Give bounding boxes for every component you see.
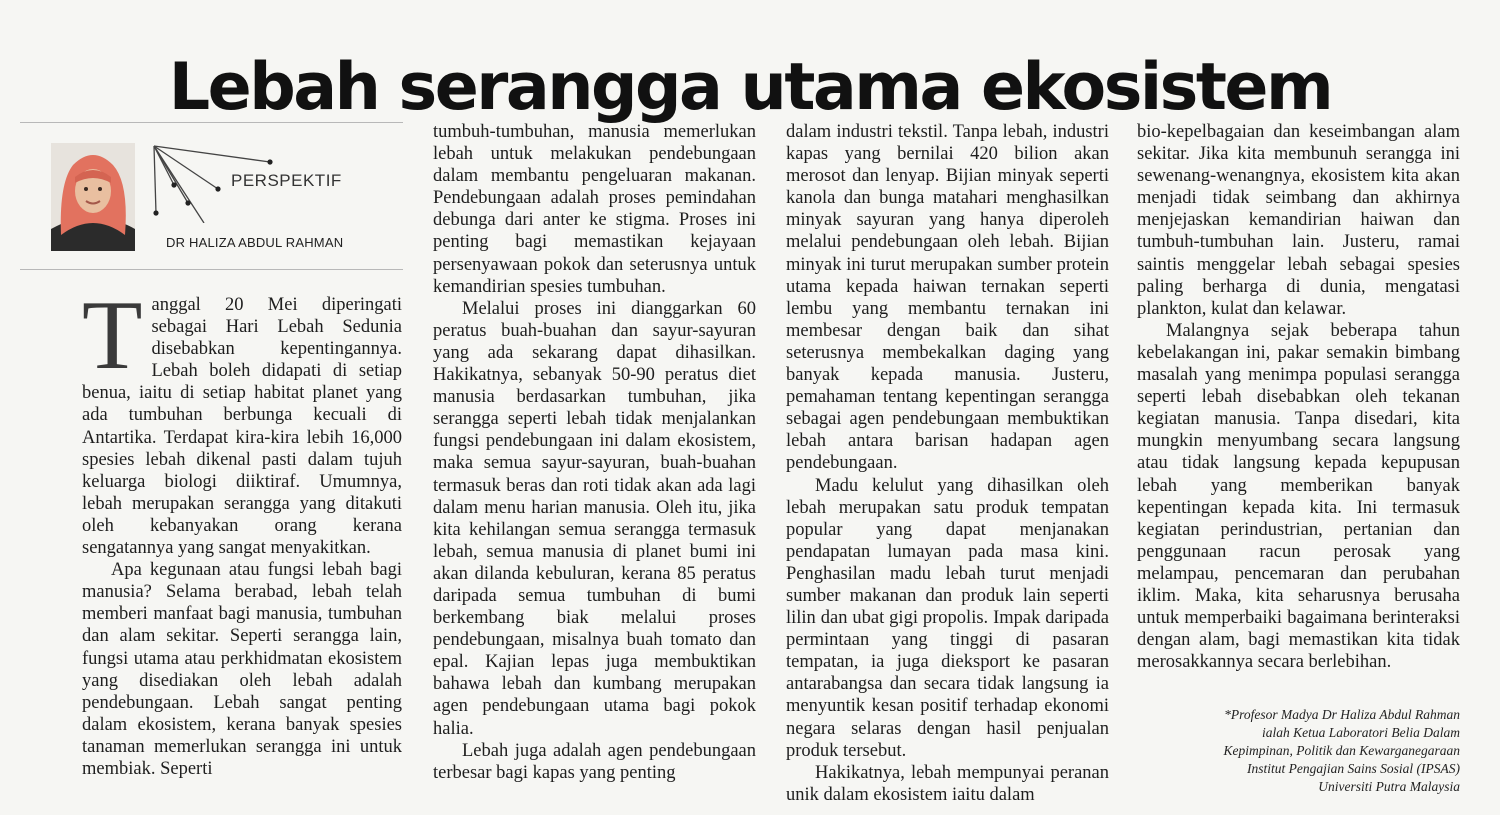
paragraph: bio-kepelbagaian dan keseimbangan alam sekitar. Jika kita membunuh serangga ini sewenang-wenangnya, ekosistem kita akan menjadi tidak seimbang dan akhirnya menjejaskan kemandirian haiwan dan tumbuh-tumbuhan lain. Justeru, ramai saintis menggelar lebah sebagai spesies paling berharga di dunia, mengatasi plankton, kulat dan kelawar. (1137, 122, 1460, 319)
paragraph: Madu kelulut yang dihasilkan oleh lebah merupakan satu produk tempatan popular yang dapat menjanakan pendapatan lumayan pada masa kini. Penghasilan madu lebah turut menjadi sumber makanan dan produk lain seperti lilin dan ubat gigi propolis. Impak daripada permintaan yang tinggi di pasaran tempatan, ia juga dieksport ke pasaran antarabangsa dan secara tidak langsung ia menyuntik kesan positif terhadap ekonomi negara selaras dengan hasil penjualan produk tersebut. (786, 475, 1109, 761)
paragraph: Apa kegunaan atau fungsi lebah bagi manusia? Selama berabad, lebah telah memberi manfaat bagi manusia, tumbuhan dan alam sekitar. Seperti serangga lain, fungsi utama atau perkhidmatan ekosistem yang disediakan oleh lebah adalah pendebungaan. Lebah sangat penting dalam ekosistem, kerana banyak spesies tanaman memerlukan serangga ini untuk membiak. Seperti (82, 560, 402, 779)
byline-box (20, 122, 403, 270)
credit-line: Kepimpinan, Politik dan Kewarganegaraan (1223, 743, 1460, 758)
paragraph: tumbuh-tumbuhan, manusia memerlukan lebah untuk melakukan pendebungaan dalam membantu pengeluaran makanan. Pendebungaan adalah proses pemindahan debunga dari anter ke stigma. Proses ini penting bagi memastikan kejayaan persenyawaan pokok dan seterusnya untuk kemandirian spesies tumbuhan. (433, 122, 756, 297)
drop-cap: T (82, 281, 143, 390)
article-column-1 (82, 281, 402, 780)
article-column-2 (433, 121, 756, 784)
paragraph: anggal 20 Mei diperingati sebagai Hari Lebah Sedunia disebabkan kepentingannya. Lebah boleh didapati di setiap benua, iaitu di setiap habitat planet yang ada tumbuhan berbunga kecuali di Antartika. Terdapat kira-kira lebih 16,000 spesies lebah dikenal pasti dalam tujuh keluarga biologi diiktiraf. Umumnya, lebah merupakan serangga yang ditakuti oleh kebanyakan orang kerana sengatannya yang sangat menyakitkan. (82, 295, 402, 559)
paragraph: Malangnya sejak beberapa tahun kebelakangan ini, pakar semakin bimbang masalah yang menimpa populasi serangga seperti lebah disebabkan oleh tekanan kegiatan manusia. Tanpa disedari, kita mungkin menyumbang secara langsung atau tidak langsung kepada kepupusan lebah yang memberikan banyak kepentingan kepada kita. Ini termasuk kegiatan perindustrian, pertanian dan penggunaan racun perosak yang melampau, pencemaran dan perubahan iklim. Maka, kita seharusnya berusaha untuk memperbaiki bagaimana berinteraksi dengan alam, bagi memastikan kita tidak merosakkannya secara berlebihan. (1137, 320, 1460, 673)
credit-line: *Profesor Madya Dr Haliza Abdul Rahman (1224, 707, 1460, 722)
article-column-3 (786, 121, 1109, 806)
paragraph: Lebah juga adalah agen pendebungaan terbesar bagi kapas yang penting (433, 740, 756, 783)
credit-line: ialah Ketua Laboratori Belia Dalam (1261, 725, 1460, 740)
paragraph: Hakikatnya, lebah mempunyai peranan unik dalam ekosistem iaitu dalam (786, 762, 1109, 805)
paragraph: Melalui proses ini dianggarkan 60 peratus buah-buahan dan sayur-sayuran yang ada sekarang dapat dihasilkan. Hakikatnya, sebanyak 50-90 peratus diet manusia berdasarkan tumbuhan, jika serangga seperti lebah tidak menjalankan fungsi pendebungaan ini dalam ekosistem, maka semua sayur-sayuran, buah-buahan termasuk beras dan roti tidak akan ada lagi dalam menu harian manusia. Oleh itu, jika kita kehilangan semua serangga termasuk lebah, semua manusia di planet bumi ini akan dilanda kebuluran, kerana 85 peratus daripada semua tumbuhan di bumi berkembang biak melalui proses pendebungaan, misalnya buah tomato dan epal. Kajian lepas juga membuktikan bahawa lebah dan kumbang merupakan agen pendebungaan utama bagi pokok halia. (433, 298, 756, 739)
author-photo (51, 143, 135, 251)
credit-line: Universiti Putra Malaysia (1318, 779, 1460, 794)
article-column-4 (1137, 121, 1460, 673)
author-name: DR HALIZA ABDUL RAHMAN (166, 235, 344, 250)
headline: Lebah serangga utama ekosistem (168, 49, 1332, 125)
section-kicker: PERSPEKTIF (231, 171, 342, 190)
credit-line: Institut Pengajian Sains Sosial (IPSAS) (1247, 761, 1460, 776)
author-credits (1100, 706, 1460, 796)
paragraph: dalam industri tekstil. Tanpa lebah, industri kapas yang bernilai 420 bilion akan merosot dan lenyap. Bijian minyak seperti kanola dan bunga matahari menghasilkan minyak sayuran yang hanya diperoleh melalui pendebungaan oleh lebah. Bijian minyak ini turut merupakan sumber protein utama kepada haiwan ternakan seperti lembu yang membantu ternakan ini membesar dengan baik dan sihat seterusnya membekalkan daging yang banyak kepada manusia. Justeru, pemahaman tentang kepentingan serangga sebagai agen pendebungaan membuktikan lebah antara barisan hadapan agen pendebungaan. (786, 122, 1109, 474)
